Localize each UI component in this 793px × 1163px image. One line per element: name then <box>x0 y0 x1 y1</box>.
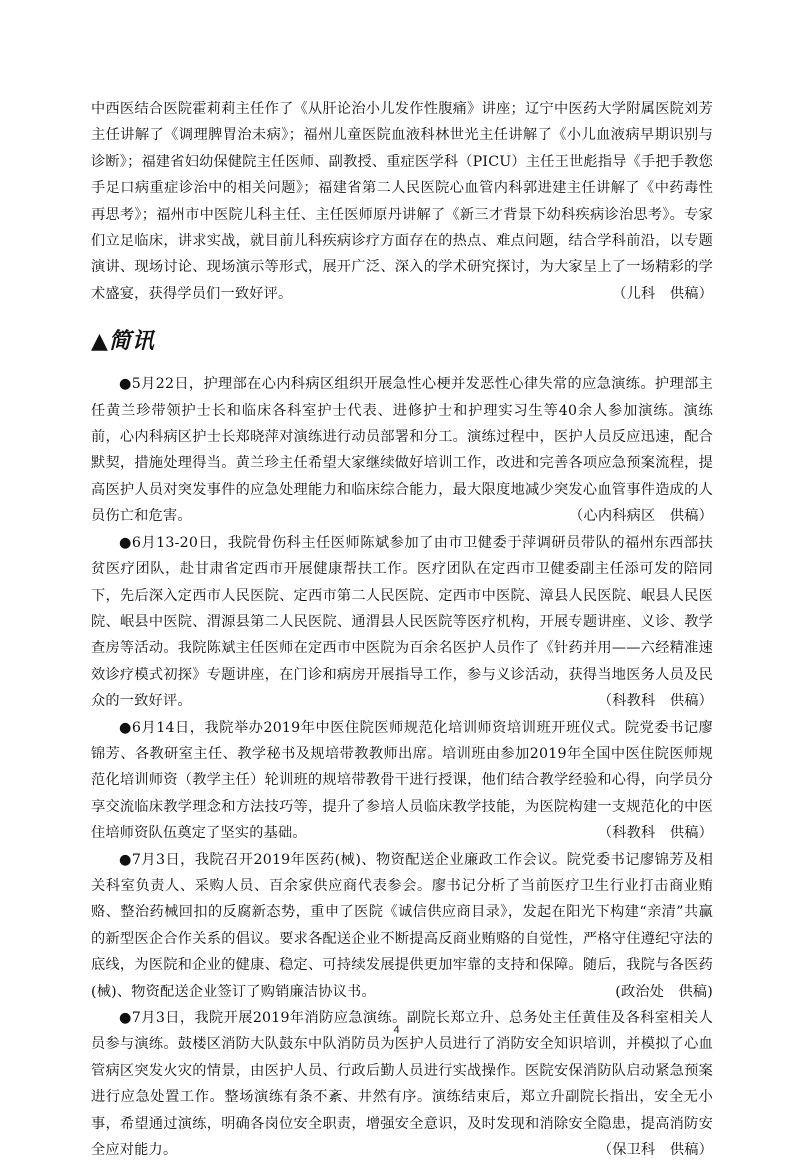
intro-text: 中西医结合医院霍莉莉主任作了《从肝论治小儿发作性腹痛》讲座；辽宁中医药大学附属医院刘芳主任讲解了《调理脾胃治未病》；福州儿童医院血液科林世光主任讲解了《小儿血液病早期识别与诊断》；福建省妇幼保健院主任医师、副教授、重症医学科（PICU）主任王世彪指导《手把手教您手足口病重症诊治中的相关问题》；福建省第二人民医院心血管内科郭进建主任讲解了《中药毒性再思考》；福州市中医院儿科主任、主任医师原丹讲解了《新三才背景下幼科疾病诊治思考》。专家们立足临床，讲求实战，就目前儿科疾病诊疗方面存在的热点、难点问题，结合学科前沿，以专题演讲、现场讨论、现场演示等形式，展开广泛、深入的学术研究探讨，为大家呈上了一场精彩的学术盛宴，获得学员们一致好评。 <box>91 101 713 302</box>
news-item-source: （科教科 供稿） <box>597 825 713 842</box>
news-item-text: ●6月14日，我院举办2019年中医住院医师规范化培训师资培训班开班仪式。院党委书记廖锦芳、各教研室主任、教学秘书及规培带教教师出席。培训班由参加2019年全国中医住院医师规范化培训师资（教学主任）轮训班的规培带教骨干进行授课，他们结合教学经验和心得，向学员分享交流临床教学理念和方法技巧等，提升了参培人员临床教学技能，为医院构建一支规范化的中医住培师资队伍奠定了坚实的基础。 <box>91 719 713 842</box>
news-item-text: ●7月3日，我院开展2019年消防应急演练。副院长郑立升、总务处主任黄佳及各科室相关人员参与演练。鼓楼区消防大队鼓东中队消防员为医护人员进行了消防安全知识培训，并模拟了心血管病区突发火灾的情景，由医护人员、行政后勤人员进行实战操作。医院安保消防队启动紧急预案进行应急处置工作。整场演练有条不紊、井然有序。演练结束后，郑立升副院长指出，安全无小事，希望通过演练，明确各岗位安全职责，增强安全意识，及时发现和消除安全隐患，提高消防安全应对能力。 <box>91 1010 713 1159</box>
news-item-text: ●6月13-20日，我院骨伤科主任医师陈斌参加了由市卫健委于萍调研员带队的福州东西部扶贫医疗团队，赴甘肃省定西市开展健康帮扶工作。医疗团队在定西市卫健委副主任添可发的陪同下，先后深入定西市人民医院、定西市第二人民医院、定西市中医院、漳县人民医院、岷县人民医院、岷县中医院、渭源县第二人民医院、通渭县人民医院等医疗机构，开展专题讲座、义诊、教学查房等活动。我院陈斌主任医师在定西市中医院为百余名医护人员作了《针药并用——六经精准速效诊疗模式初探》专题讲座，在门诊和病房开展指导工作，参与义诊活动，获得当地医务人员及民众的一致好评。 <box>91 534 713 710</box>
news-item <box>91 715 713 847</box>
news-item-source: (政治处 供稿) <box>615 983 713 1000</box>
intro-source: （儿科 供稿） <box>612 285 713 302</box>
news-item-source: （科教科 供稿） <box>597 693 713 710</box>
intro-paragraph <box>91 96 713 307</box>
section-heading-briefs: ▲简讯 <box>91 329 155 355</box>
news-item-text: ●5月22日，护理部在心内科病区组织开展急性心梗并发恶性心律失常的应急演练。护理部主任黄兰珍带领护士长和临床各科室护士代表、进修护士和护理实习生等40余人参加演练。演练前，心内科病区护士长郑晓萍对演练进行动员部署和分工。演练过程中，医护人员反应迅速，配合默契，措施处理得当。黄兰珍主任希望大家继续做好培训工作，改进和完善各项应急预案流程，提高医护人员对突发事件的应急处理能力和临床综合能力，最大限度地减少突发心血管事件造成的人员伤亡和危害。 <box>91 376 713 525</box>
page-number: 4 <box>393 1024 400 1036</box>
news-item <box>91 530 713 715</box>
news-item-source: （保卫科 供稿） <box>597 1142 713 1159</box>
page-content <box>91 96 713 1163</box>
news-item-text: ●7月3日，我院召开2019年医药(械)、物资配送企业廉政工作会议。院党委书记廖锦芳及相关科室负责人、采购人员、百余家供应商代表参会。廖书记分析了当前医疗卫生行业打击商业贿赂、整治药械回扣的反腐新态势，重申了医院《诚信供应商目录》，发起在阳光下构建“亲清”共赢的新型医企合作关系的倡议。要求各配送企业不断提高反商业贿赂的自觉性，严格守住遵纪守法的底线，为医院和企业的健康、稳定、可持续发展提供更加牢靠的支持和保障。随后，我院与各医药(械)、物资配送企业签订了购销廉洁协议书。 <box>91 851 713 1000</box>
news-item-source: （心内科病区 供稿） <box>569 508 713 525</box>
news-item <box>91 847 713 1005</box>
news-item <box>91 371 713 529</box>
